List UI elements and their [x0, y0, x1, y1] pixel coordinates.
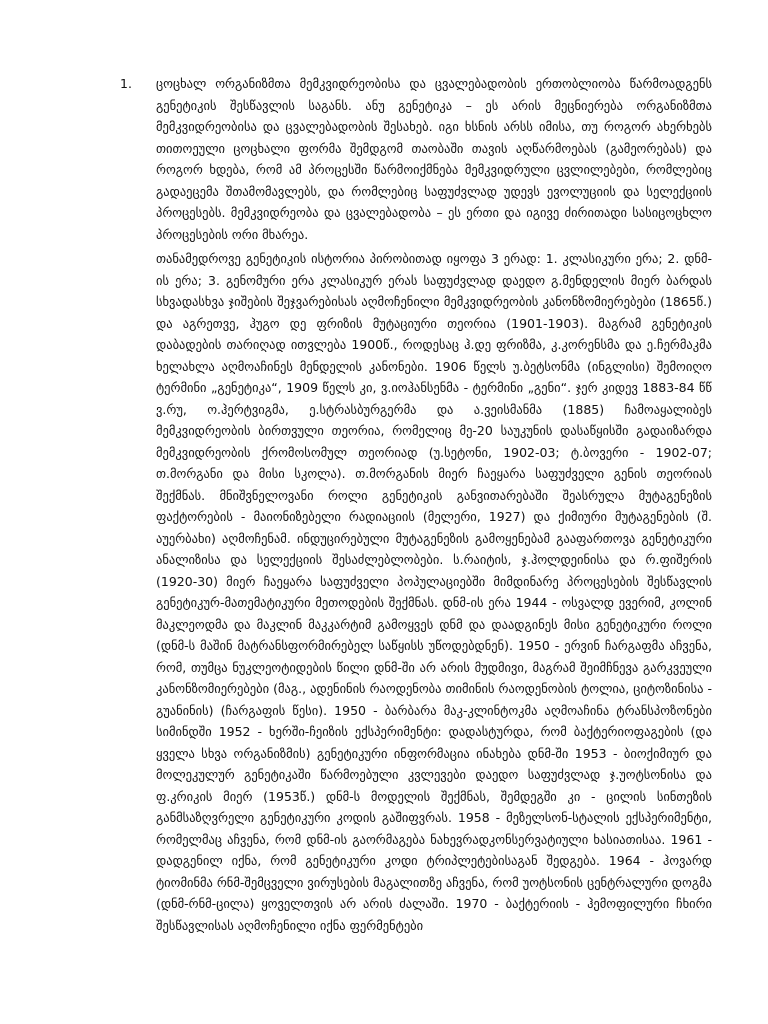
paragraph-history: თანამედროვე გენეტიკის ისტორია პირობითად იყოფა 3 ერად: 1. კლასიკური ერა; 2. დნმ-ის ერა; 3. გენომური ერა კლასიკურ ერას საფუძვლად დაედო გ.მენდელის მიერ ბარდას სხვადასხვა ჯიშების შეჯვარებისას აღმოჩენილი მემკვიდრეობის კანონზომიერებები (1865წ.) და აგრეთვე, ჰუგო დე ფრიზის მუტაციური თეორია (1901-1903). მაგრამ გენეტიკის დაბადების თარიღად ითვლება 1900წ., როდესაც ჰ.დე ფრიზმა, კ.კორენსმა და ე.ჩერმაკმა ხელახლა აღმოაჩინეს მენდელის კანონები. 1906 წელს უ.ბეტსონმა (ინგლისი) შემოიღო ტერმინი „გენეტიკა“, 1909 წელს კი, ვ.იოჰანსენმა - ტერმინი „გენი“. ჯერ კიდევ 1883-84 წწ ვ.რუ, ო.ჰერტვიგმა, ე.სტრასბურგერმა და ა.ვეისმანმა (1885) ჩამოაყალიბეს მემკვიდრეობის ბირთვული თეორია, რომელიც მე-20 საუკუნის დასაწყისში გადაიზარდა მემკვიდრეობის ქრომოსომულ თეორიად (უ.სეტონი, 1902-03; ტ.ბოვერი - 1902-07; თ.მორგანი და მისი სკოლა). თ.მორგანის მიერ ჩაეყარა საფუძველი გენის თეორიას შექმნას. მნიშვნელოვანი როლი გენეტიკის განვითარებაში შეასრულა მუტაგენეზის ფაქტორების - მაიონიზებელი რადიაციის (მელერი, 1927) და ქიმიური მუტაგენების (შ. აუერბახი) აღმოჩენამ. ინდუცირებული მუტაგენეზის გამოყენებამ გააფართოვა გენეტიკური ანალიზისა და სელექციის შესაძლებლობები. ს.რაიტის, ჯ.ჰოლდეინისა და რ.ფიშერის (1920-30) მიერ ჩაეყარა საფუძველი პოპულაციებში მიმდინარე პროცესების შესწავლის გენეტიკურ-მათემატიკური მეთოდების შექმნას. დნმ-ის ერა 1944 - ოსვალდ ევერიმ, კოლინ მაკლეოდმა და მაკლინ მაკკარტიმ გამოყვეს დნმ და დაადგინეს მისი გენეტიკური როლი (დნმ-ს მაშინ მატრანსფორმირებელ საწყისს უწოდებდნენ). 1950 - ერვინ ჩარგაფმა აჩვენა, რომ, თუმცა ნუკლეოტიდების წილი დნმ-ში არ არის მუდმივი, მაგრამ შეიმჩნევა გარკვეული კანონზომიერებები (მაგ., ადენინის რაოდენობა თიმინის რაოდენობის ტოლია, ციტოზინისა - გუანინის) (ჩარგაფის წესი). 1950 - ბარბარა მაკ-კლინტოკმა აღმოაჩინა ტრანსპოზონები სიმინდში 1952 - ხერში-ჩეიზის ექსპერიმენტი: დადასტურდა, რომ ბაქტერიოფაგების (და ყველა სხვა ორგანიზმის) გენეტიკური ინფორმაცია ინახება დნმ-ში 1953 - ბიოქიმიურ და მოლეკულურ გენეტიკაში წარმოებული კვლევები დაედო საფუძვლად ჯ.უოტსონისა და ფ.კრიკის მიერ (1953წ.) დნმ-ს მოდელის შექმნას, შემდეგში კი - ცილის სინთეზის განმსაზღვრელი გენეტიკური კოდის გაშიფვრას. 1958 - მეზელსონ-სტალის ექსპერიმენტი, რომელმაც აჩვენა, რომ დნმ-ის გაორმაგება ნახევრადკონსერვატიული ხასიათისაა. 1961 - დადგენილ იქნა, რომ გენეტიკური კოდი ტრიპლეტებისაგან შედგება. 1964 - ჰოვარდ ტიომინმა რნმ-შემცველი ვირუსების მაგალითზე აჩვენა, რომ უოტსონის ცენტრალური დოგმა (დნმ-რნმ-ცილა) ყოველთვის არ არის ძალაში. 1970 - ბაქტერიის - ჰემოფილური ჩხირი შესწავლისას აღმოჩენილი იქნა ფერმენტები — [156, 251, 712, 933]
paragraph-intro: ცოცხალ ორგანიზმთა მემკვიდრეობისა და ცვალებადობის ერთობლიობა წარმოადგენს გენეტიკის შესწავლის საგანს. ანუ გენეტიკა – ეს არის მეცნიერება ორგანიზმთა მემკვიდრეობისა და ცვალებადობის შესახებ. იგი ხსნის არსს იმისა, თუ როგორ ახერხებს თითოეული ცოცხალი ფორმა შემდგომ თაობაში თავის აღწარმოებას (გამეორებას) და როგორ ხდება, რომ ამ პროცესში წარმოიქმნება მემკვიდრული ცვლილებები, რომლებიც გადაეცემა შთამომავლებს, და რომლებიც საფუძვლად უდევს ევოლუციის და სელექციის პროცესებს. მემკვიდრეობა და ცვალებადობა – ეს ერთი და იგივე ძირითადი სასიცოცხლო პროცესების ორი მხარეა. — [156, 76, 712, 242]
list-number: 1. — [120, 76, 132, 91]
